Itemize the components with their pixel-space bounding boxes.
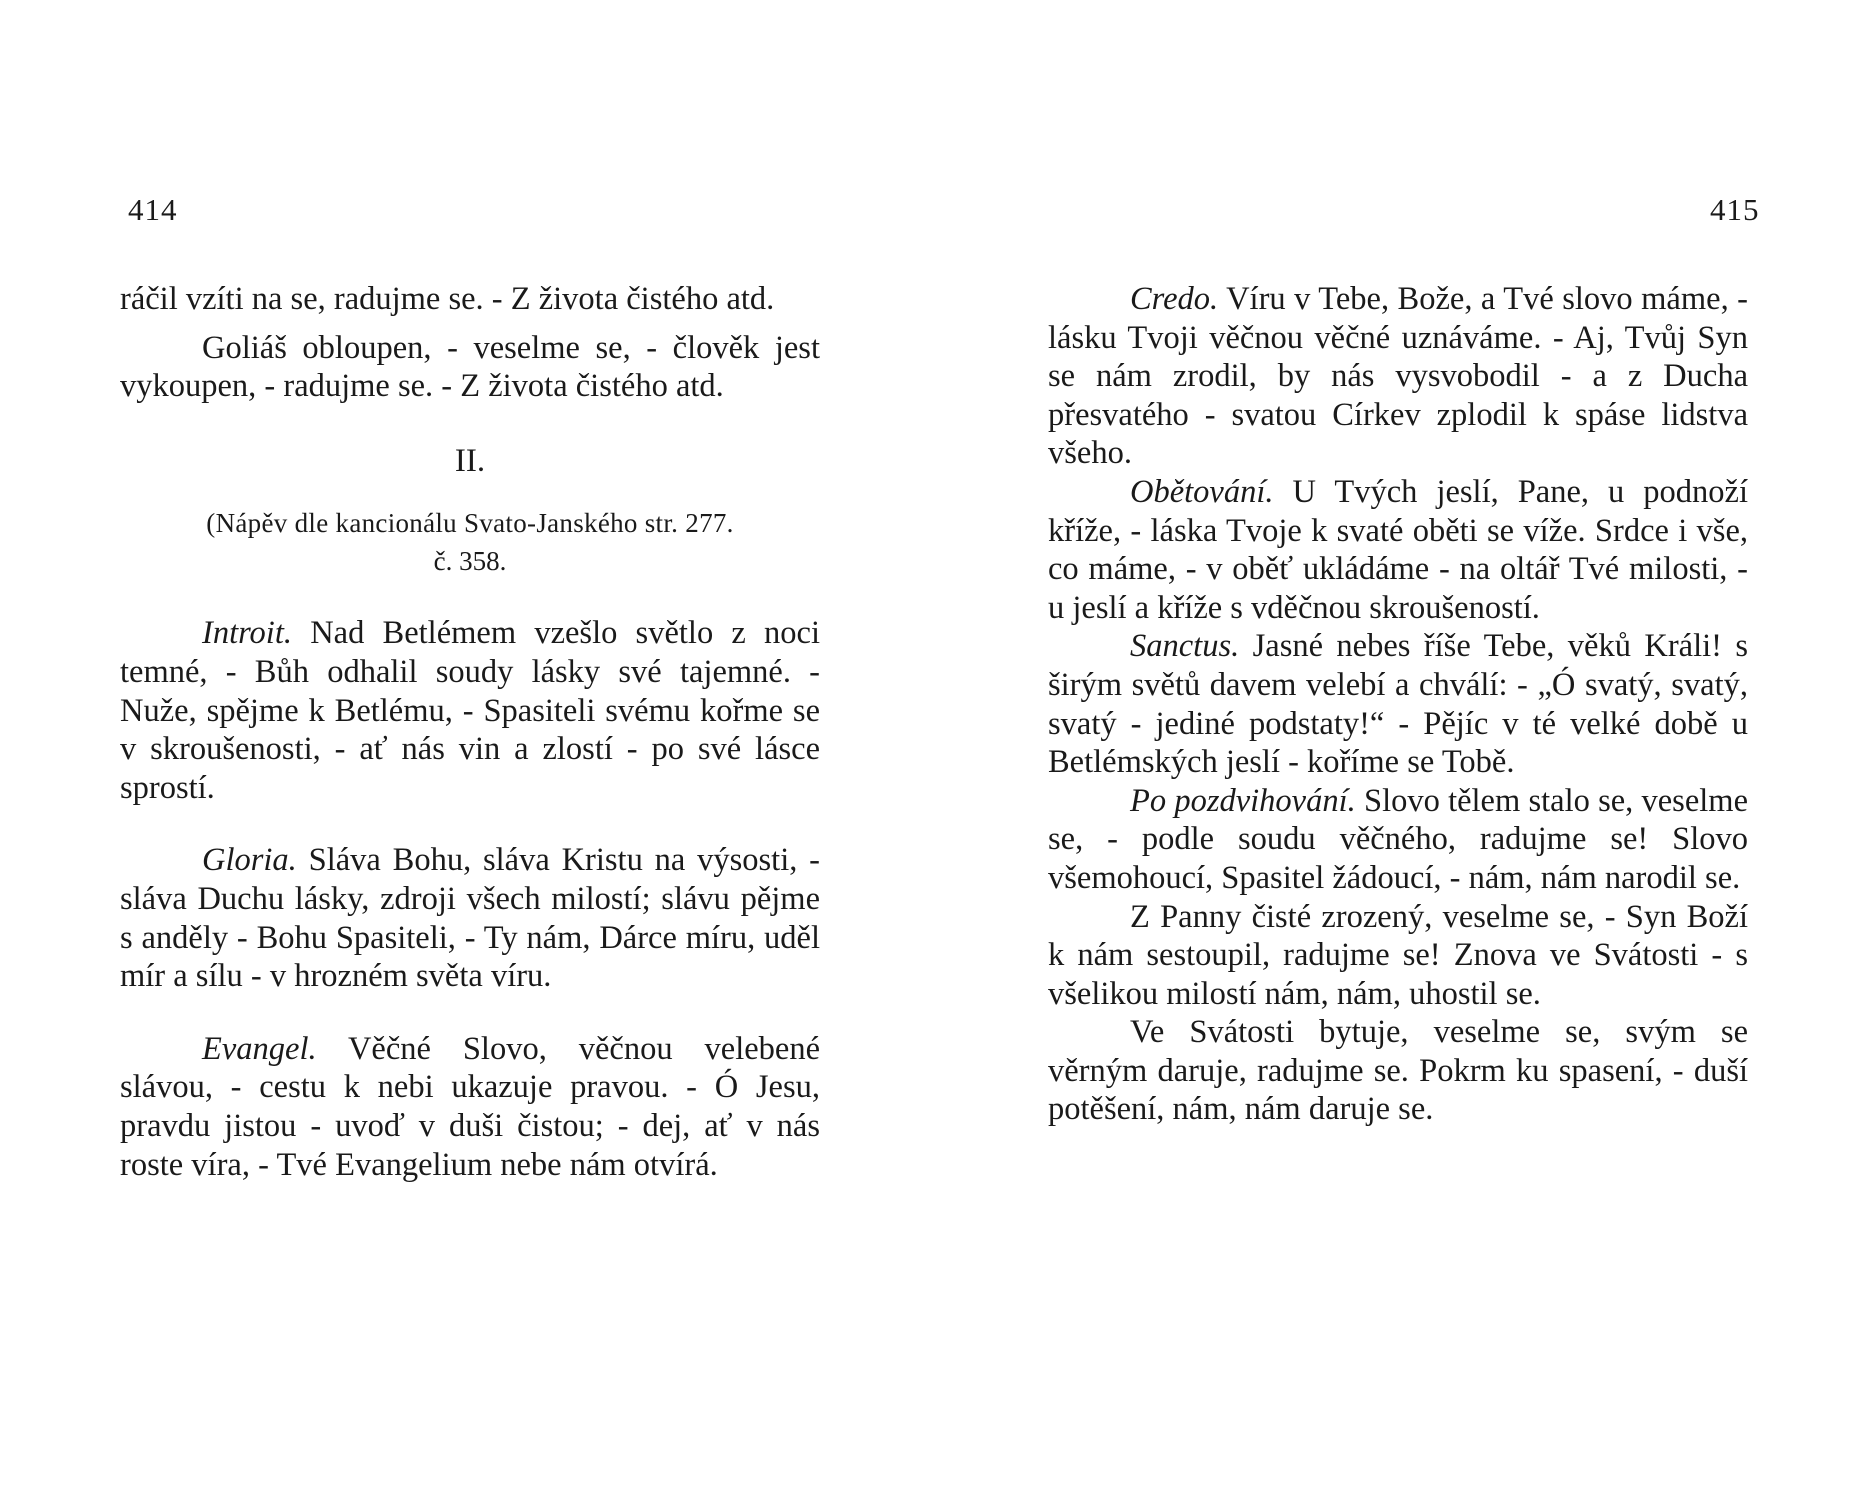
paragraph-gloria <box>120 841 820 995</box>
credo-label: Credo. <box>1130 281 1219 317</box>
evangel-label: Evangel. <box>202 1030 317 1067</box>
page-number-left: 414 <box>128 192 178 227</box>
section-heading: II. <box>454 442 486 479</box>
evangel-text: Věčné Slovo, věčnou velebené slávou, - cestu k nebi ukazuje pravou. - Ó Jesu, pravdu jistou - uvoď v duši čistou; - dej, ať v nás roste víra, - Tvé Evangelium nebe nám otvírá. <box>120 1030 820 1183</box>
paragraph-goliath: Goliáš obloupen, - veselme se, - člověk jest vykoupen, - radujme se. - Z života čistého atd. <box>120 329 820 405</box>
melody-note: (Nápěv dle kancionálu Svato-Janského str. 277. <box>206 508 734 539</box>
paragraph-evangel <box>120 1030 820 1184</box>
obetovani-text: U Tvých jeslí, Pane, u podnoží kříže, - láska Tvoje k svaté oběti se víže. Srdce i vše, co máme, - v oběť ukládáme - na oltář Tvé milosti, - u jeslí a kříže s vděčnou skroušeností. <box>1048 473 1748 626</box>
left-page-column <box>120 280 820 1184</box>
paragraph-introit <box>120 614 820 807</box>
gloria-label: Gloria. <box>202 842 297 879</box>
paragraph-sanctus <box>1048 627 1748 781</box>
gloria-text: Sláva Bohu, sláva Kristu na výsosti, - sláva Duchu lásky, zdroji všech milostí; slávu pějme s anděly - Bohu Spasiteli, - Ty nám, Dárce míru, uděl mír a sílu - v hrozném světa víru. <box>120 842 820 995</box>
paragraph-credo <box>1048 280 1748 473</box>
introit-text: Nad Betlémem vzešlo světlo z noci temné, - Bůh odhalil soudy lásky své tajemné. - Nuže, spějme k Betlému, - Spasiteli svému kořme se v skroušenosti, - ať nás vin a zlostí - po své lásce sprostí. <box>120 615 820 806</box>
obetovani-label: Obětování. <box>1130 473 1274 510</box>
po-pozdvihovani-text: Slovo tělem stalo se, veselme se, - podle soudu věčného, radujme se! Slovo všemohoucí, Spasitel žádoucí, - nám, nám narodil se. <box>1048 782 1748 896</box>
credo-text: Víru v Tebe, Bože, a Tvé slovo máme, - lásku Tvoji věčnou věčné uznáváme. - Aj, Tvůj Syn se nám zrodil, by nás vysvobodil - a z Ducha přesvatého - svatou Církev zplodil k spáse lidstva všeho. <box>1048 281 1748 472</box>
melody-note-number: č. 358. <box>433 546 507 577</box>
introit-label: Introit. <box>202 615 292 652</box>
right-page-column <box>1048 280 1748 1129</box>
paragraph-stanza-3: Ve Svátosti bytuje, veselme se, svým se věrným daruje, radujme se. Pokrm ku spasení, - duší potěšení, nám, nám daruje se. <box>1048 1014 1748 1128</box>
paragraph-obetovani <box>1048 473 1748 627</box>
po-pozdvihovani-label: Po pozdvihování. <box>1130 782 1356 819</box>
paragraph-continuation: ráčil vzíti na se, radujme se. - Z života čistého atd. <box>120 281 775 317</box>
paragraph-po-pozdvihovani <box>1048 782 1748 898</box>
sanctus-text: Jasné nebes říše Tebe, věků Králi! s širým světů davem velebí a chválí: - „Ó svatý, svatý, svatý - jediné podstaty!“ - Pějíc v té velké době u Betlémských jeslí - koříme se Tobě. <box>1048 628 1748 781</box>
paragraph-stanza-2: Z Panny čisté zrozený, veselme se, - Syn Boží k nám sestoupil, radujme se! Znova ve Svátosti - s všelikou milostí nám, nám, uhostil se. <box>1048 898 1748 1012</box>
page-number-right: 415 <box>1710 192 1760 227</box>
sanctus-label: Sanctus. <box>1130 628 1240 665</box>
